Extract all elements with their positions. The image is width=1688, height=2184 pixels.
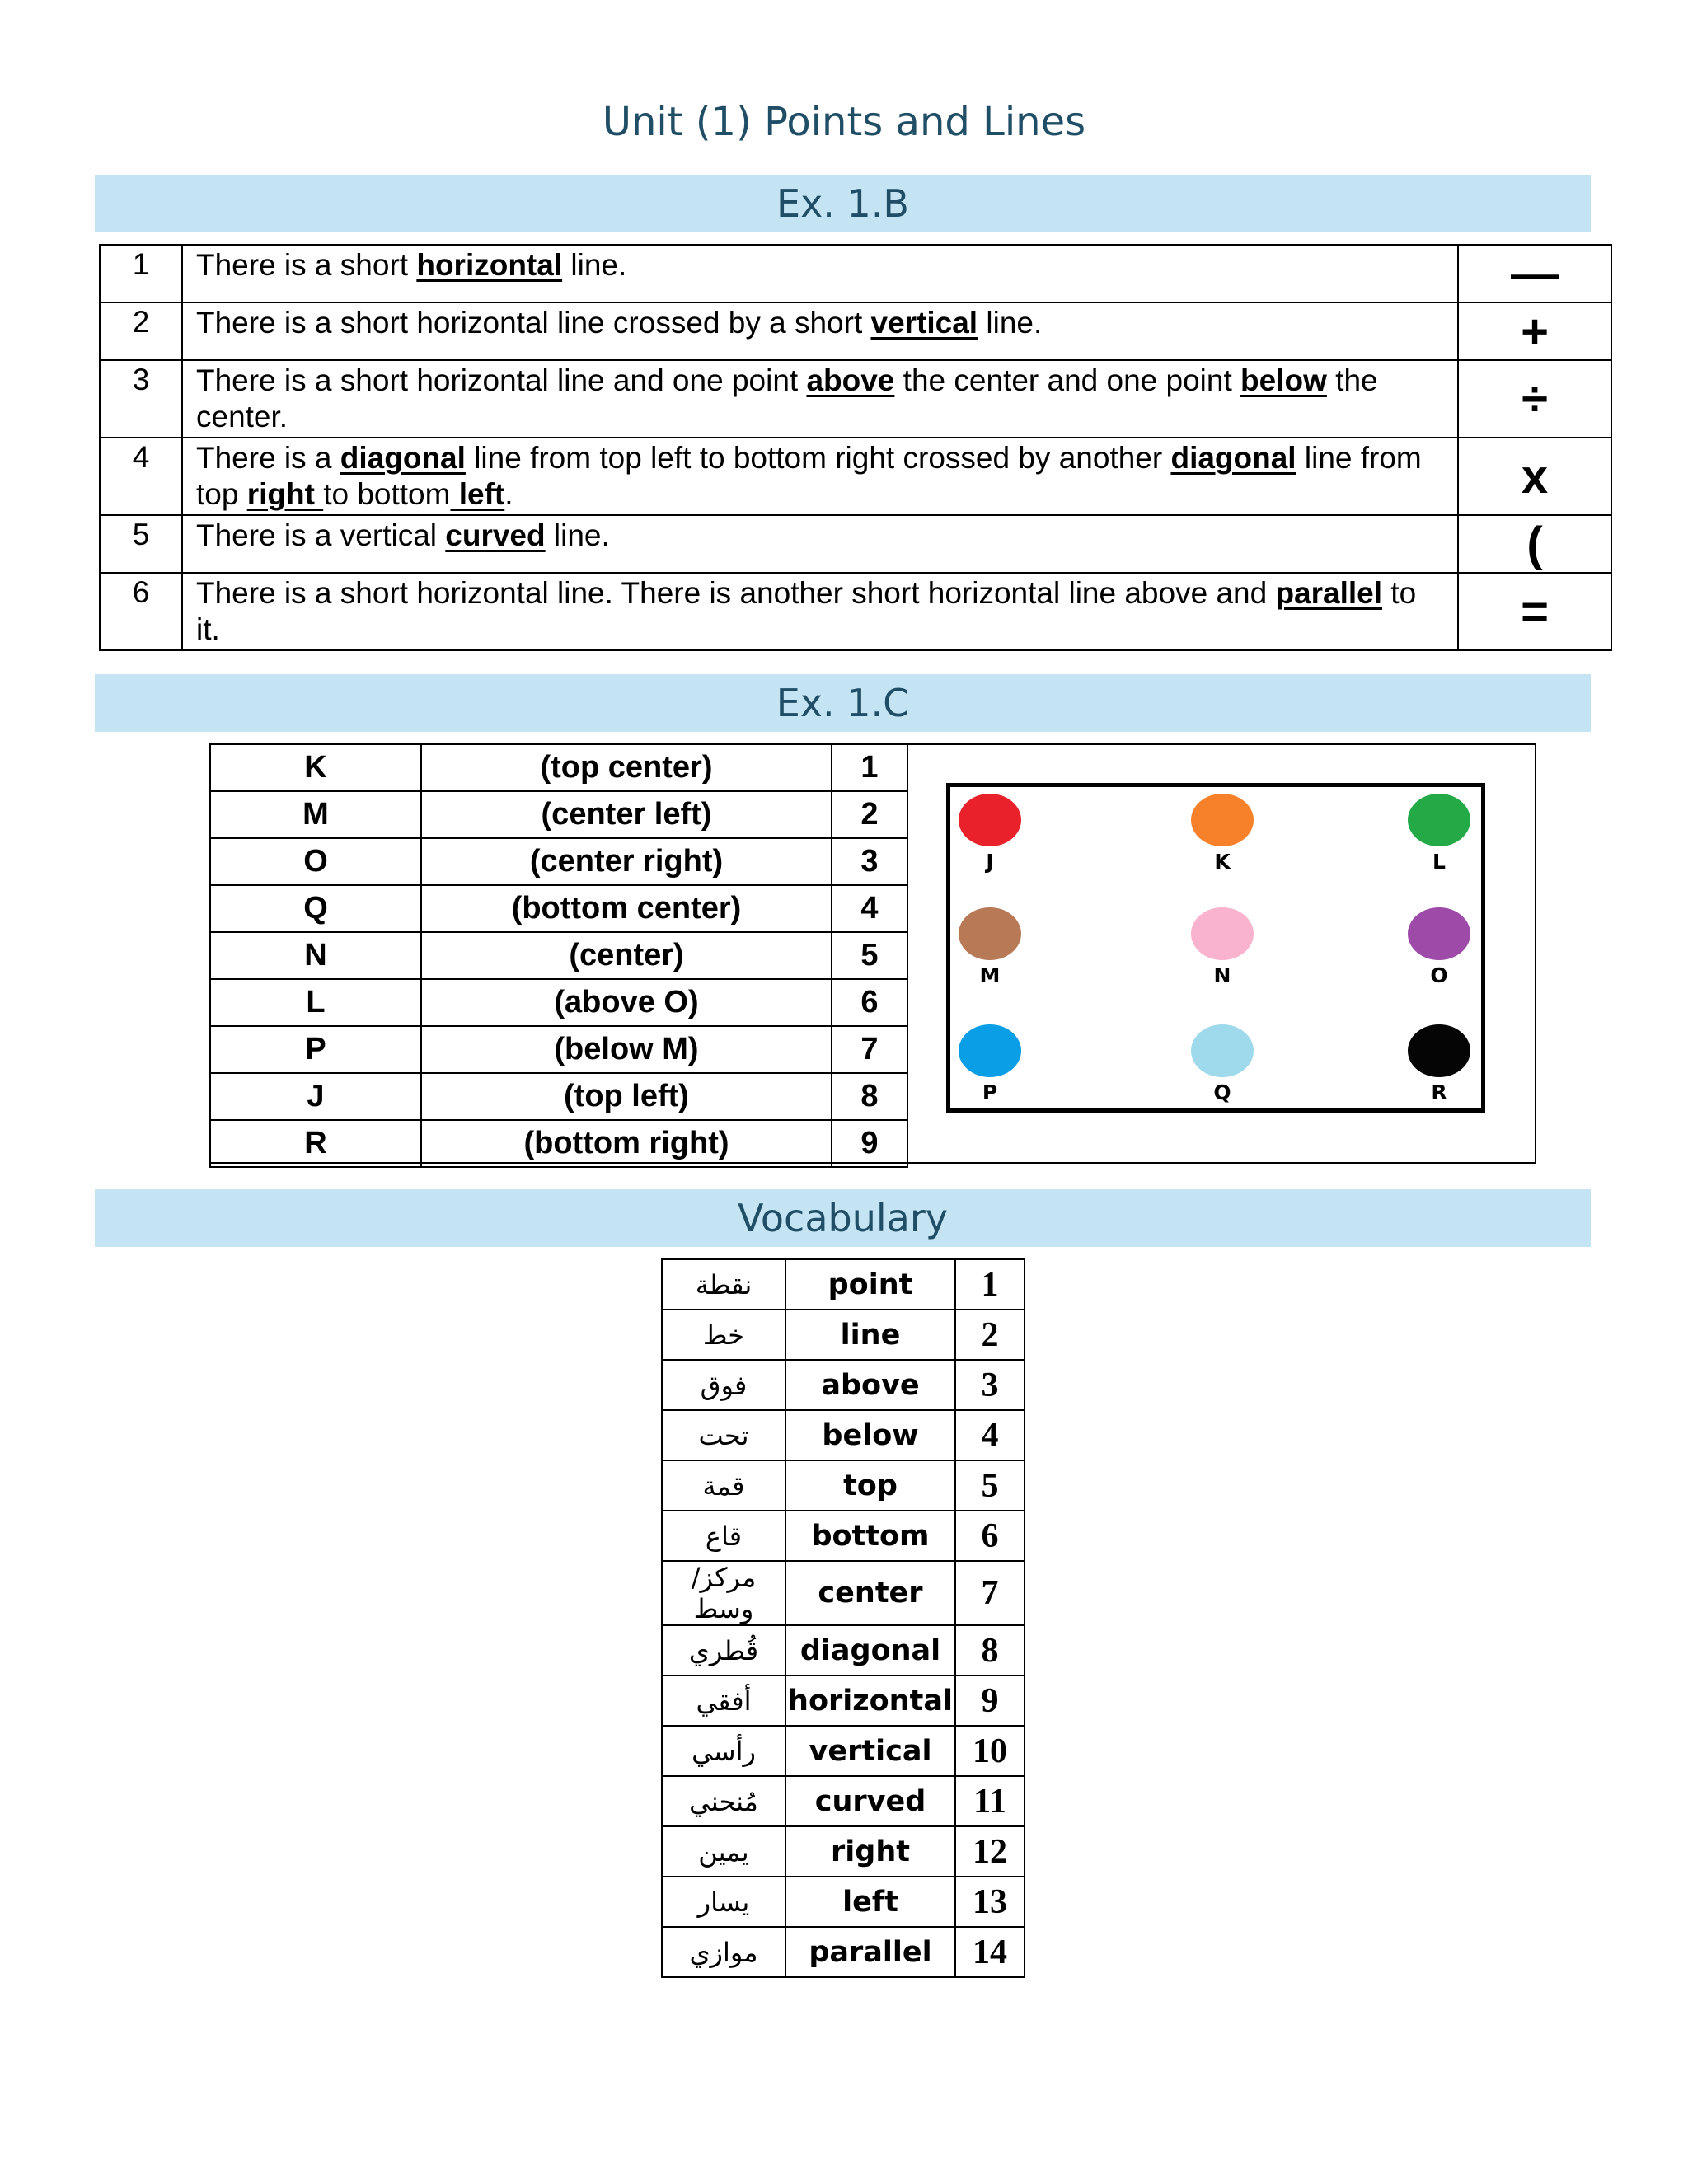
key-word: vertical [870,306,978,340]
position-number: 1 [832,744,907,791]
vocabulary-number: 5 [955,1460,1025,1511]
ex1c-row [210,1120,907,1167]
arabic-word: قمة [662,1460,785,1511]
ex1b-row [100,438,1611,515]
vocabulary-row [662,1726,1025,1776]
vocabulary-row [662,1927,1025,1977]
description-text: line from top left to bottom right crossed by another [465,441,1171,475]
math-symbol: ( [1458,515,1611,573]
dot-label: N [1213,963,1231,987]
point-position: (center right) [421,838,832,885]
english-word: parallel [785,1927,955,1977]
key-word: diagonal [340,441,466,475]
english-word: horizontal [785,1675,955,1726]
arabic-word: يمين [662,1826,785,1877]
english-word: below [785,1410,955,1460]
vocabulary-number: 9 [955,1675,1025,1726]
math-symbol: = [1458,573,1611,650]
point-letter: R [210,1120,421,1167]
description-text: There is a short [196,248,417,282]
ex1b-row [100,360,1611,438]
vocabulary-number: 7 [955,1561,1025,1625]
arabic-word: نقطة [662,1259,785,1310]
dot-label: K [1214,850,1231,874]
vocabulary-number: 11 [955,1776,1025,1826]
key-word: above [806,363,895,397]
position-number: 7 [832,1026,907,1073]
key-word: curved [445,518,546,552]
arabic-word: قاع [662,1511,785,1561]
key-word: right [246,477,324,511]
dot-label: Q [1213,1080,1231,1104]
point-position: (top center) [421,744,832,791]
dot-o [1408,907,1470,960]
description-text: There is a short horizontal line crossed by a short [196,306,871,340]
description-text: . [504,477,513,511]
dot-label: P [982,1080,998,1104]
ex1b-row [100,302,1611,360]
math-symbol: + [1458,302,1611,360]
vocabulary-row [662,1776,1025,1826]
point-letter: N [210,932,421,979]
key-word: horizontal [416,248,563,282]
position-number: 8 [832,1073,907,1120]
english-word: diagonal [785,1625,955,1675]
dot-j [959,794,1021,846]
description-text: There is a [196,441,340,475]
point-letter: K [210,744,421,791]
vocabulary-row [662,1360,1025,1410]
point-position: (bottom right) [421,1120,832,1167]
point-position: (above O) [421,979,832,1026]
arabic-word: قُطري [662,1625,785,1675]
vocabulary-row [662,1561,1025,1625]
ex1b-row [100,573,1611,650]
description-text: line. [978,306,1043,340]
dot-r [1408,1024,1470,1077]
vocabulary-row [662,1410,1025,1460]
ex1b-heading: Ex. 1.B [95,175,1591,232]
position-number: 3 [832,838,907,885]
english-word: top [785,1460,955,1511]
vocabulary-number: 8 [955,1625,1025,1675]
ex1c-row [210,979,907,1026]
description-text: There is a vertical [196,518,446,552]
point-letter: L [210,979,421,1026]
arabic-word: مركز/وسط [662,1561,785,1625]
vocabulary-heading: Vocabulary [95,1189,1591,1247]
arabic-word: رأسي [662,1726,785,1776]
english-word: curved [785,1776,955,1826]
ex1b-row [100,515,1611,573]
vocabulary-number: 12 [955,1826,1025,1877]
vocabulary-number: 2 [955,1310,1025,1360]
arabic-word: يسار [662,1877,785,1927]
english-word: line [785,1310,955,1360]
arabic-word: فوق [662,1360,785,1410]
math-symbol: x [1458,438,1611,515]
english-word: point [785,1259,955,1310]
point-position: (below M) [421,1026,832,1073]
ex1b-row-number: 4 [100,438,182,515]
description-text: line from top [196,441,1422,511]
dot-n [1191,907,1254,960]
ex1c-row [210,838,907,885]
key-word: parallel [1275,576,1383,610]
vocabulary-row [662,1310,1025,1360]
ex1b-row-description [182,573,1458,650]
point-position: (center) [421,932,832,979]
math-symbol: ÷ [1458,360,1611,438]
ex1b-row-description [182,360,1458,438]
english-word: above [785,1360,955,1410]
ex1c-heading: Ex. 1.C [95,674,1591,732]
description-text: line. [562,248,627,282]
arabic-word: خط [662,1310,785,1360]
description-text: the center and one point [894,363,1241,397]
ex1b-row-number: 1 [100,245,182,302]
vocabulary-row [662,1511,1025,1561]
vocabulary-number: 1 [955,1259,1025,1310]
arabic-word: موازي [662,1927,785,1977]
dot-label: R [1431,1080,1447,1104]
dot-label: M [979,963,1001,987]
ex1b-row-description [182,515,1458,573]
dot-l [1408,794,1470,846]
position-number: 9 [832,1120,907,1167]
key-word: below [1240,363,1327,397]
key-word: left [450,477,505,511]
english-word: right [785,1826,955,1877]
vocabulary-table [661,1258,1025,1978]
point-letter: P [210,1026,421,1073]
page-title: Unit (1) Points and Lines [602,99,1086,145]
point-letter: O [210,838,421,885]
dot-label: L [1432,850,1446,874]
ex1c-row [210,1073,907,1120]
ex1b-row [100,245,1611,302]
point-position: (center left) [421,791,832,838]
description-text: There is a short horizontal line and one point [196,363,807,397]
ex1c-row [210,885,907,932]
ex1c-row [210,744,907,791]
ex1c-table [209,743,908,1168]
english-word: center [785,1561,955,1625]
position-number: 5 [832,932,907,979]
point-position: (bottom center) [421,885,832,932]
point-letter: J [210,1073,421,1120]
point-position: (top left) [421,1073,832,1120]
arabic-word: مُنحني [662,1776,785,1826]
position-number: 6 [832,979,907,1026]
key-word: diagonal [1170,441,1296,475]
description-text: There is a short horizontal line. There is another short horizontal line above and [196,576,1276,610]
vocabulary-number: 10 [955,1726,1025,1776]
ex1c-row [210,1026,907,1073]
dot-k [1191,794,1254,846]
dot-label: O [1430,963,1448,987]
vocabulary-number: 13 [955,1877,1025,1927]
math-symbol: — [1458,245,1611,302]
dot-label: J [986,850,994,874]
vocabulary-number: 3 [955,1360,1025,1410]
description-text: line. [545,518,610,552]
description-text: to it. [196,576,1417,646]
description-text: to bottom [323,477,451,511]
vocabulary-row [662,1460,1025,1511]
vocabulary-number: 4 [955,1410,1025,1460]
ex1b-row-description [182,245,1458,302]
vocabulary-number: 6 [955,1511,1025,1561]
point-letter: M [210,791,421,838]
dot-grid [946,783,1485,1113]
vocabulary-row [662,1877,1025,1927]
vocabulary-row [662,1675,1025,1726]
english-word: vertical [785,1726,955,1776]
ex1b-row-number: 5 [100,515,182,573]
vocabulary-number: 14 [955,1927,1025,1977]
english-word: bottom [785,1511,955,1561]
ex1b-row-description [182,438,1458,515]
ex1b-table [99,244,1612,651]
ex1b-row-number: 2 [100,302,182,360]
position-number: 4 [832,885,907,932]
dot-p [959,1024,1021,1077]
ex1b-row-number: 6 [100,573,182,650]
ex1b-row-number: 3 [100,360,182,438]
arabic-word: تحت [662,1410,785,1460]
english-word: left [785,1877,955,1927]
ex1b-row-description [182,302,1458,360]
ex1c-row [210,791,907,838]
dot-m [959,907,1021,960]
vocabulary-row [662,1625,1025,1675]
description-text: the center. [196,363,1378,434]
arabic-word: أفقي [662,1675,785,1726]
dot-q [1191,1024,1254,1077]
point-letter: Q [210,885,421,932]
position-number: 2 [832,791,907,838]
vocabulary-row [662,1259,1025,1310]
vocabulary-row [662,1826,1025,1877]
ex1c-row [210,932,907,979]
